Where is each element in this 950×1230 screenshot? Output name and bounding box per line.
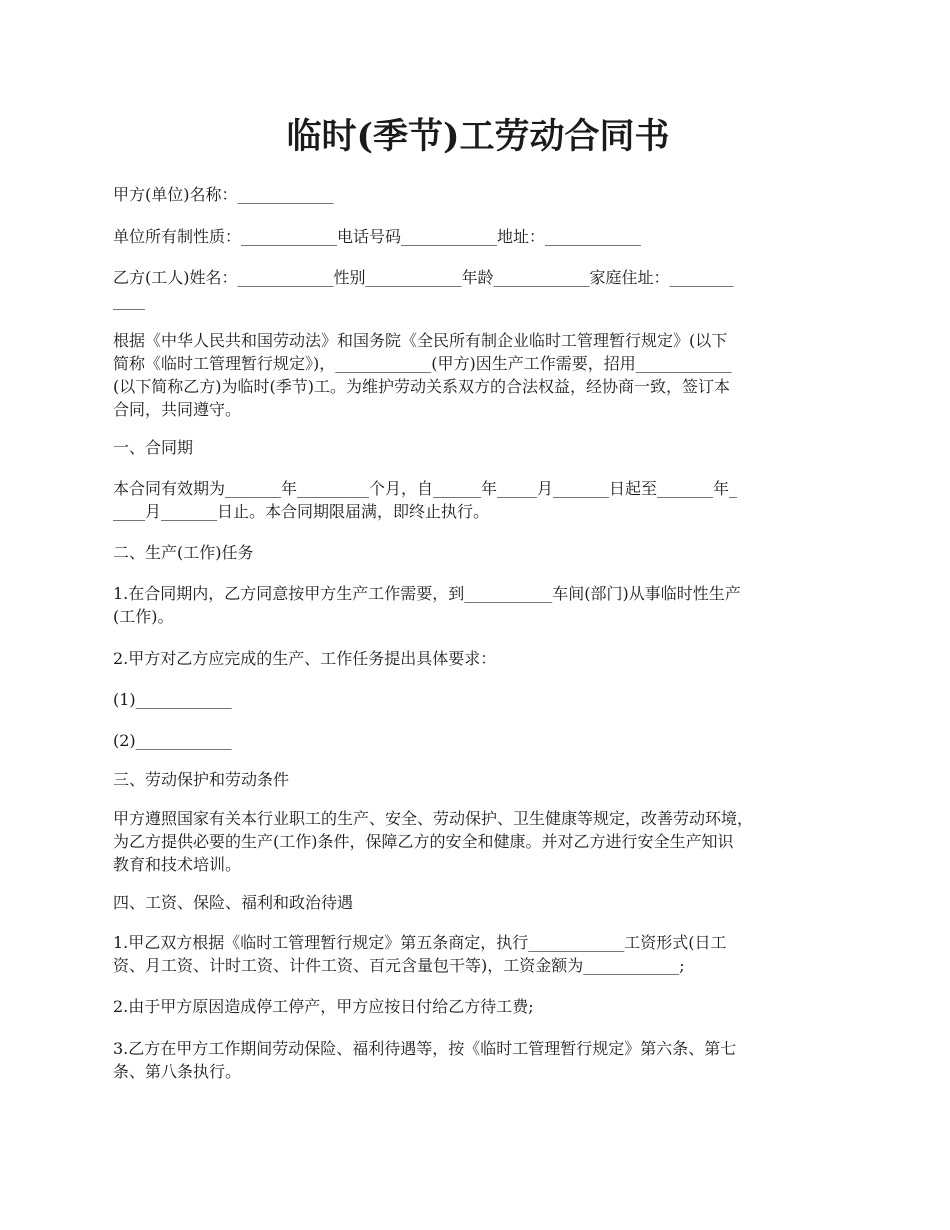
section-wages-item-3 [113,1037,841,1083]
text-line: 为乙方提供必要的生产(工作)条件，保障乙方的安全和健康。并对乙方进行安全生产知识 [113,832,734,851]
text-line: 根据《中华人民共和国劳动法》和国务院《全民所有制企业临时工管理暂行规定》(以下 [113,331,728,350]
text-line: 本合同有效期为_______年_________个月，自______年_____月_______日起至_______年_ [113,479,738,498]
text-line: 资、月工资、计时工资、计件工资、百元含量包干等)，工资金额为____________; [113,956,685,975]
section-wages-item-1 [113,931,841,977]
section-tasks-item-2: 2.甲方对乙方应完成的生产、工作任务提出具体要求： [113,649,497,668]
section-tasks-sub-1: (1)____________ [113,690,232,709]
section-term-text [113,477,841,523]
section-heading-term: 一、合同期 [113,438,194,457]
section-heading-wages: 四、工资、保险、福利和政治待遇 [113,893,354,912]
text-line: 教育和技术培训。 [113,855,242,874]
preamble-paragraph [113,329,841,421]
text-line: 乙方(工人)姓名：____________性别____________年龄____________家庭住址：________ [113,268,734,287]
text-line: 甲方遵照国家有关本行业职工的生产、安全、劳动保护、卫生健康等规定，改善劳动环境， [113,809,754,828]
text-line: 简称《临时工管理暂行规定》)，____________(甲方)因生产工作需要，招用____________ [113,354,732,373]
text-line: 条、第八条执行。 [113,1062,242,1081]
section-protection-text [113,807,841,876]
section-heading-tasks: 二、生产(工作)任务 [113,543,254,562]
section-tasks-sub-2: (2)____________ [113,731,232,750]
section-wages-item-2: 2.由于甲方原因造成停工停产，甲方应按日付给乙方待工费; [113,997,534,1016]
party-b-info [113,266,841,312]
text-line: ____月_______日止。本合同期限届满，即终止执行。 [113,502,490,521]
text-line: (以下简称乙方)为临时(季节)工。为维护劳动关系双方的合法权益，经协商一致，签订本 [113,377,730,396]
party-a-name: 甲方(单位)名称：____________ [113,185,334,204]
document-title: 临时(季节)工劳动合同书 [286,116,670,157]
section-heading-protection: 三、劳动保护和劳动条件 [113,770,290,789]
text-line: (工作)。 [113,607,174,626]
text-line: 1.在合同期内，乙方同意按甲方生产工作需要，到___________车间(部门)从事临时性生产 [113,584,741,603]
text-line: 合同，共同遵守。 [113,400,242,419]
section-tasks-item-1 [113,582,841,628]
text-line: 3.乙方在甲方工作期间劳动保险、福利待遇等，按《临时工管理暂行规定》第六条、第七 [113,1039,737,1058]
text-line: 1.甲乙双方根据《临时工管理暂行规定》第五条商定，执行____________工资形式(日工 [113,933,727,952]
party-a-info: 单位所有制性质：____________电话号码____________地址：____________ [113,227,642,246]
text-line: ____ [113,291,145,310]
